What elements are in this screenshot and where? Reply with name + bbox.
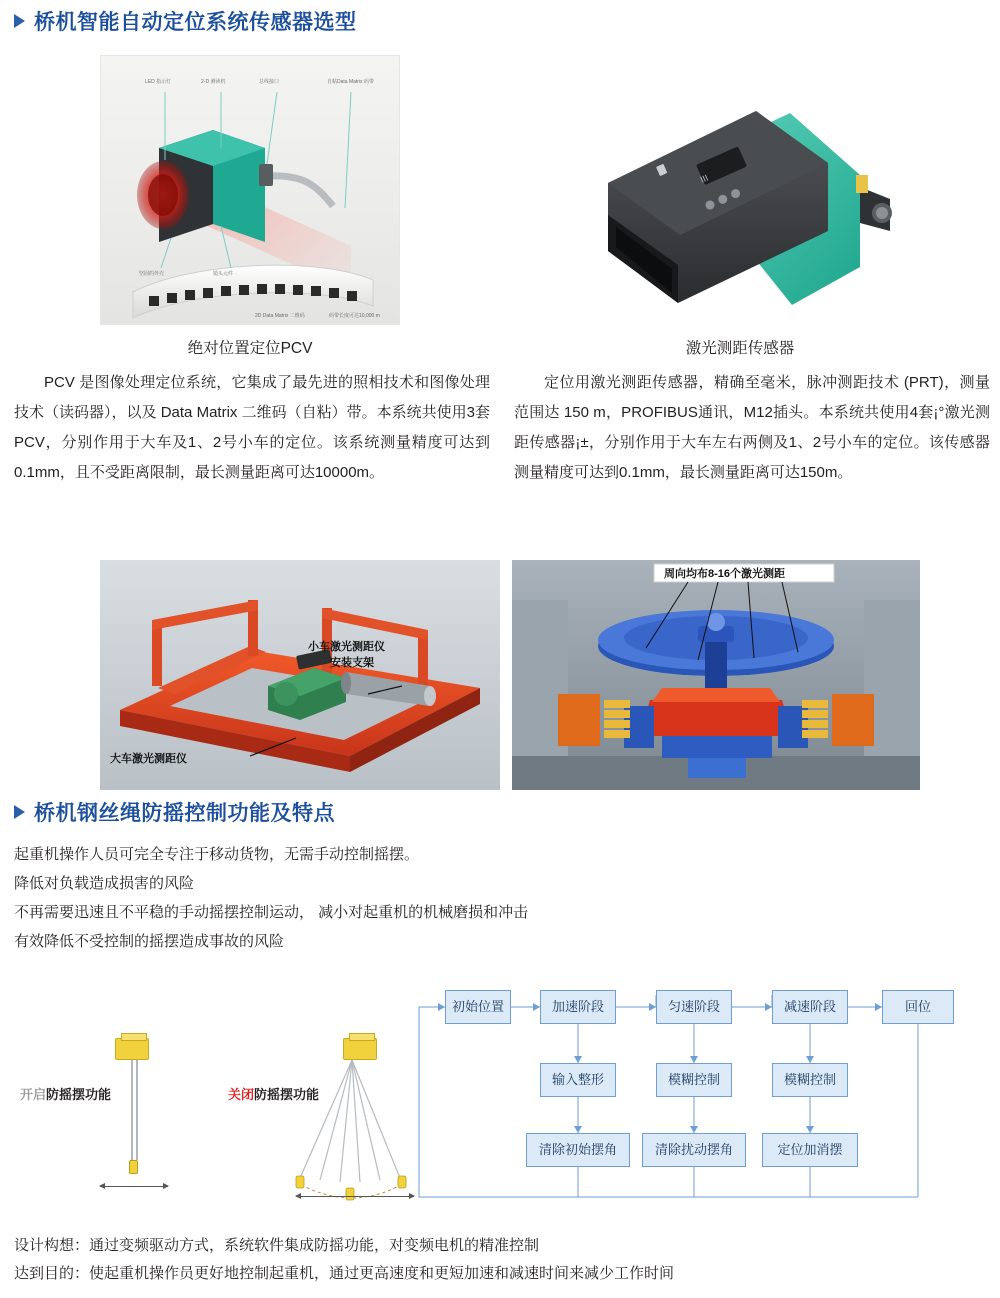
laser-photo-caption: 激光测距传感器 bbox=[685, 340, 795, 357]
crane-label-bracket: 安装支架 bbox=[330, 657, 374, 669]
pcv-sensor-photo bbox=[100, 55, 400, 325]
flow-box-accel-stage[interactable]: 加速阶段 bbox=[540, 990, 616, 1024]
pcv-label-band: 自粘Data Matrix 码带 bbox=[327, 79, 374, 85]
flow-box-initial-position[interactable]: 初始位置 bbox=[445, 990, 511, 1024]
pcv-description bbox=[14, 368, 490, 488]
flow-box-clear-initial-angle[interactable]: 清除初始摆角 bbox=[526, 1133, 630, 1167]
antisway-off-label bbox=[228, 1084, 319, 1103]
trolley-on-icon bbox=[115, 1038, 149, 1060]
trolley-off-icon bbox=[343, 1038, 377, 1060]
section-heading-sensors-label: 桥机智能自动定位系统传感器选型 bbox=[34, 11, 357, 34]
flow-box-input-shaping[interactable]: 输入整形 bbox=[540, 1063, 616, 1097]
flow-box-fuzzy-control-2[interactable]: 模糊控制 bbox=[772, 1063, 848, 1097]
sway-width-off bbox=[296, 1196, 414, 1197]
svg-text:III: III bbox=[698, 172, 710, 185]
pcv-label-bus: 总线接口 bbox=[259, 79, 280, 85]
pcv-photo-caption: 绝对位置定位PCV bbox=[187, 340, 313, 357]
antisway-on-label bbox=[20, 1084, 111, 1103]
control-flow-chart bbox=[413, 975, 988, 1215]
pcv-label-matrix: 2D Data Matrix 二维码 bbox=[255, 313, 305, 319]
section-heading-sensors bbox=[0, 6, 357, 36]
hook-on-icon bbox=[129, 1160, 138, 1174]
slew-label-lasers: 周向均布8-16个激光测距 bbox=[664, 568, 786, 580]
section-heading-antisway bbox=[0, 797, 335, 827]
flow-box-clear-disturbance-angle[interactable]: 清除扰动摆角 bbox=[642, 1133, 746, 1167]
triangle-bullet-icon bbox=[14, 14, 25, 28]
pcv-label-lens: 镜头元件 bbox=[213, 271, 234, 277]
feature-list bbox=[14, 840, 974, 956]
flow-box-constant-stage[interactable]: 匀速阶段 bbox=[656, 990, 732, 1024]
crane-trolley-diagram bbox=[100, 560, 500, 790]
bottom-notes bbox=[14, 1232, 984, 1288]
crane-label-bridge-laser: 大车激光测距仪 bbox=[110, 753, 187, 765]
flow-box-positioning-damping[interactable]: 定位加消摆 bbox=[762, 1133, 858, 1167]
pcv-label-housing: 坚固的外壳 bbox=[139, 271, 165, 277]
laser-sensor-photo bbox=[560, 55, 920, 325]
laser-description bbox=[514, 368, 990, 488]
antisway-illustration bbox=[10, 1010, 410, 1205]
pcv-label-length: 码带长度可达10,000 m bbox=[329, 313, 380, 319]
slewing-laser-diagram bbox=[512, 560, 920, 790]
pcv-label-led: LED 指示灯 bbox=[145, 79, 172, 85]
flow-box-return[interactable]: 回位 bbox=[882, 990, 954, 1024]
laser-description-text: 定位用激光测距传感器，精确至毫米，脉冲测距技术 (PRT)，测量范围达 150 m，PROFIBUS通讯，M12插头。本系统共使用4套¡°激光测距传感器¡±，分别作用于大车左右两侧及1、2号小车的定位。该传感器测量精度可达到0.1mm，最长测量距离可达150m。 bbox=[514, 374, 990, 481]
feature-item-3: 不再需要迅速且不平稳的手动摇摆控制运动， 减小对起重机的机械磨损和冲击 bbox=[14, 904, 529, 921]
antisway-on-prefix: 开启 bbox=[20, 1087, 47, 1102]
sway-width-on bbox=[100, 1186, 168, 1187]
pcv-description-text: PCV 是图像处理定位系统，它集成了最先进的照相技术和图像处理技术（读码器），以及 Data Matrix 二维码（自粘）带。本系统共使用3套PCV，分别作用于大车及1、2号小车的定位。该系统测量精度可达到0.1mm，且不受距离限制，最长测量距离可达10000m。 bbox=[14, 374, 490, 481]
note-design-concept: 设计构想：通过变频驱动方式，系统软件集成防摇功能，对变频电机的精准控制 bbox=[14, 1237, 540, 1254]
antisway-off-prefix: 关闭 bbox=[228, 1087, 255, 1102]
rope-on bbox=[131, 1060, 133, 1160]
crane-label-trolley-laser: 小车激光测距仪 bbox=[308, 641, 385, 653]
feature-item-1: 起重机操作人员可完全专注于移动货物，无需手动控制摇摆。 bbox=[14, 846, 420, 863]
flow-box-decel-stage[interactable]: 减速阶段 bbox=[772, 990, 848, 1024]
pcv-label-reader: 2-D 测读机 bbox=[201, 79, 226, 85]
antisway-on-suffix: 防摇摆功能 bbox=[46, 1087, 112, 1102]
section-heading-antisway-label: 桥机钢丝绳防摇控制功能及特点 bbox=[34, 802, 335, 825]
antisway-off-suffix: 防摇摆功能 bbox=[254, 1087, 320, 1102]
flow-box-fuzzy-control-1[interactable]: 模糊控制 bbox=[656, 1063, 732, 1097]
rope-on-2 bbox=[136, 1060, 138, 1160]
note-goal: 达到目的：使起重机操作员更好地控制起重机，通过更高速度和更短加速和减速时间来减少工作时间 bbox=[14, 1265, 675, 1282]
feature-item-2: 降低对负载造成损害的风险 bbox=[14, 875, 195, 892]
triangle-bullet-icon-2 bbox=[14, 805, 25, 819]
feature-item-4: 有效降低不受控制的摇摆造成事故的风险 bbox=[14, 933, 285, 950]
